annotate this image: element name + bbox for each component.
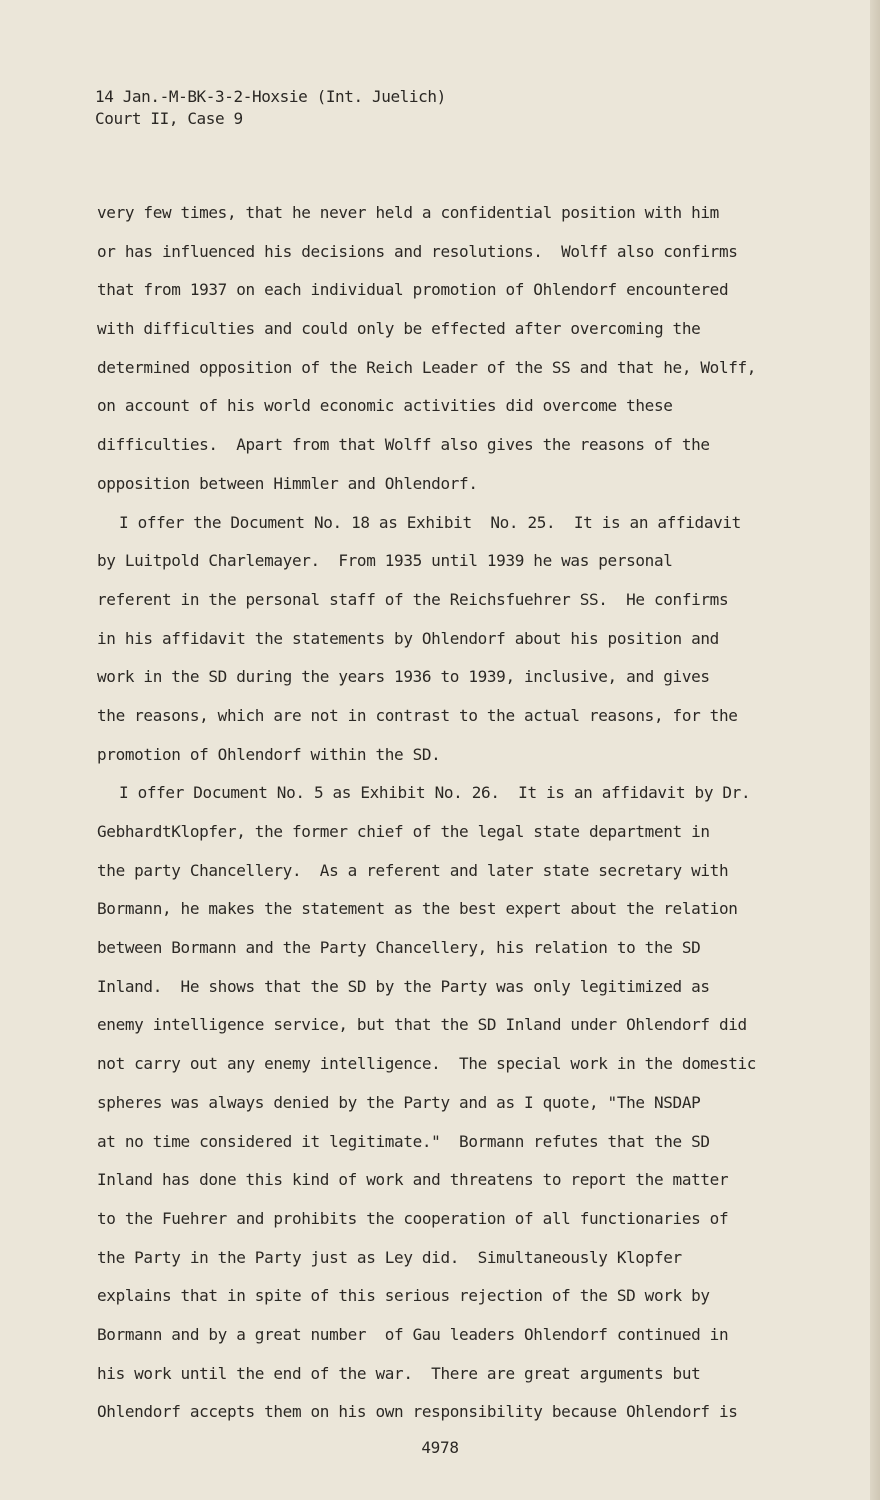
text-line: spheres was always denied by the Party and as I quote, "The NSDAP [97,1092,701,1112]
text-line: not carry out any enemy intelligence. The special work in the domestic [97,1054,757,1074]
text-line: Inland. He shows that the SD by the Party was only legitimized as [97,976,710,996]
text-line: Bormann and by a great number of Gau leaders Ohlendorf continued in [97,1324,729,1344]
text-line: difficulties. Apart from that Wolff also gives the reasons of the [97,435,710,455]
text-line: at no time considered it legitimate." Bormann refutes that the SD [97,1131,710,1151]
document-header [95,86,446,130]
text-line: the Party in the Party just as Ley did. Simultaneously Klopfer [97,1247,682,1267]
text-line: determined opposition of the Reich Leader of the SS and that he, Wolff, [97,357,757,377]
text-line: the party Chancellery. As a referent and later state secretary with [97,860,729,880]
text-line: to the Fuehrer and prohibits the cooperation of all functionaries of [97,1208,729,1228]
header-line-2: Court II, Case 9 [95,109,243,128]
text-line: Bormann, he makes the statement as the best expert about the relation [97,899,738,919]
page-edge [870,0,880,1500]
text-line: I offer the Document No. 18 as Exhibit No. 25. It is an affidavit [119,512,741,532]
text-line: between Bormann and the Party Chancellery, his relation to the SD [97,938,701,958]
text-line: promotion of Ohlendorf within the SD. [97,744,441,764]
text-line: by Luitpold Charlemayer. From 1935 until 1939 he was personal [97,551,673,571]
text-line: referent in the personal staff of the Reichsfuehrer SS. He confirms [97,589,729,609]
text-line: or has influenced his decisions and resolutions. Wolff also confirms [97,241,738,261]
page-number: 4978 [421,1438,459,1457]
text-line: GebhardtKlopfer, the former chief of the legal state department in [97,822,710,841]
text-line: with difficulties and could only be effected after overcoming the [97,319,701,339]
text-line: explains that in spite of this serious rejection of the SD work by [97,1286,710,1306]
text-line: Ohlendorf accepts them on his own responsibility because Ohlendorf is [97,1402,738,1422]
text-line: that from 1937 on each individual promotion of Ohlendorf encountered [97,280,729,300]
text-line: on account of his world economic activities did overcome these [97,396,673,416]
text-line: in his affidavit the statements by Ohlendorf about his position and [97,628,719,648]
text-line: enemy intelligence service, but that the SD Inland under Ohlendorf did [97,1015,747,1035]
text-line: very few times, that he never held a confidential position with him [97,203,719,222]
text-line: his work until the end of the war. There are great arguments but [97,1363,701,1383]
text-line: work in the SD during the years 1936 to 1939, inclusive, and gives [97,667,710,687]
document-body [97,194,797,1432]
text-line: Inland has done this kind of work and threatens to report the matter [97,1170,729,1190]
text-line: I offer Document No. 5 as Exhibit No. 26. It is an affidavit by Dr. [119,783,751,803]
text-line: opposition between Himmler and Ohlendorf. [97,473,478,493]
header-line-1: 14 Jan.-M-BK-3-2-Hoxsie (Int. Juelich) [95,87,446,106]
text-line: the reasons, which are not in contrast to the actual reasons, for the [97,705,738,725]
